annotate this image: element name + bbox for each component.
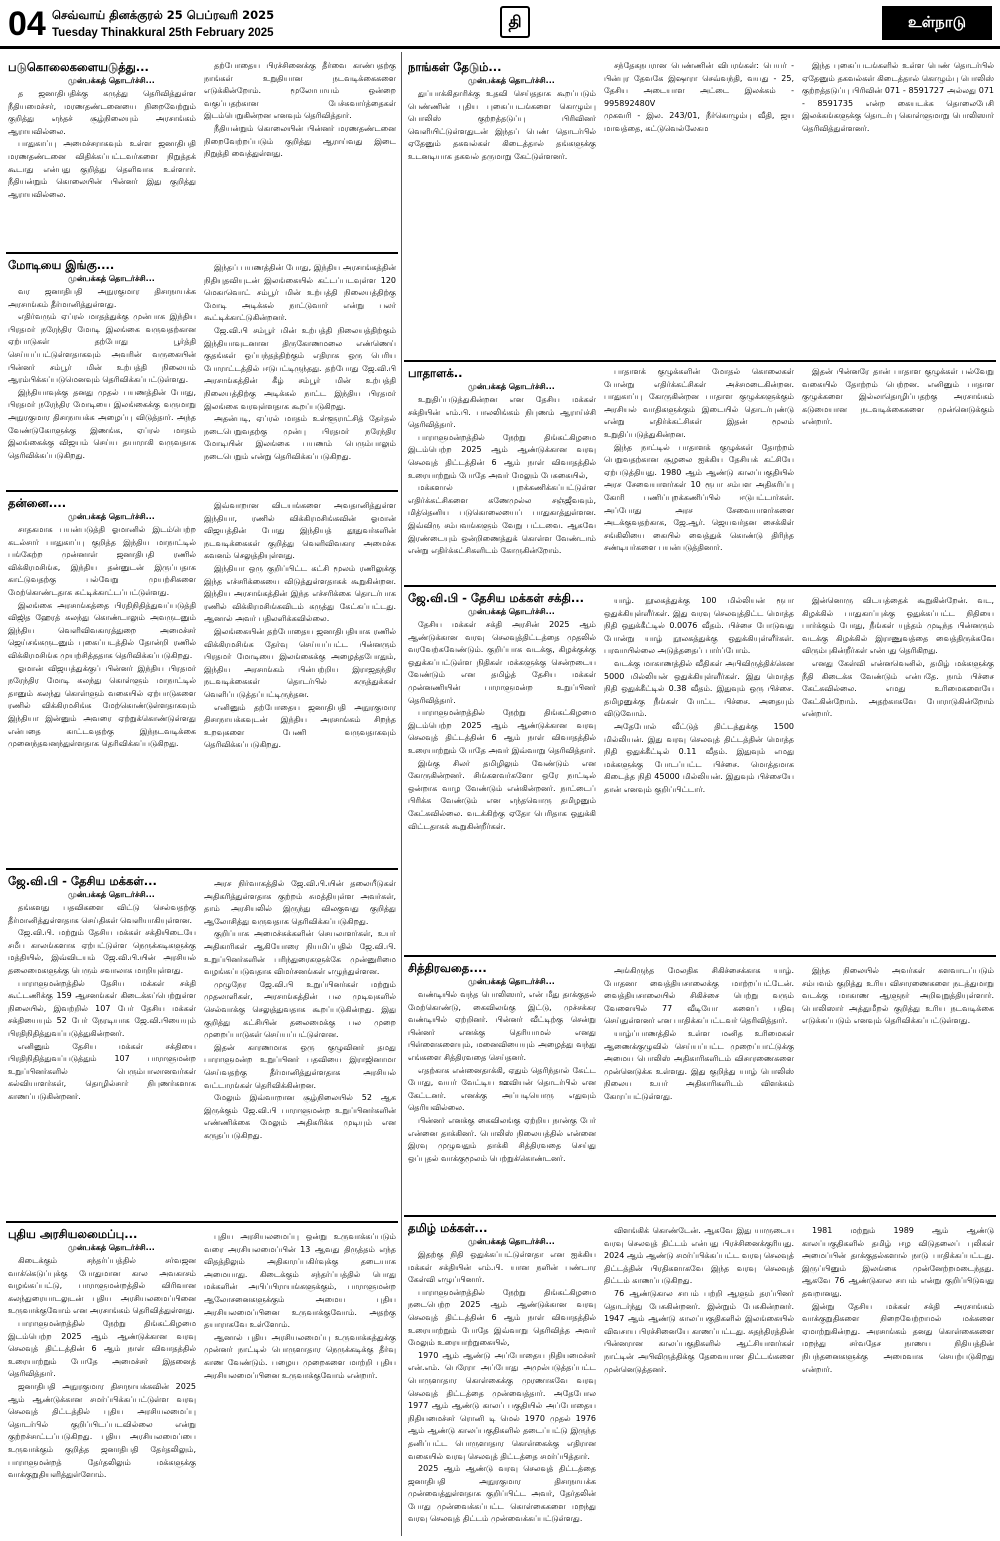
article-paragraph: பின்னர் எனக்கு கைவிலங்கு ஏற்றிய நான்கு பேர் என்னை தாக்கினர். பொலிஸ் நிலையத்தில் என்னை இரவு முழுவதும் தாக்கி சித்திரவதை செய்து ஒப்புதல் வாக்குமூலம் பெற்றுக்கொண்டனர்.: [408, 1115, 596, 1163]
article-paragraph: பாராளுமன்றத்தில் நேற்று திங்கட்கிழமை இடம்பெற்ற 2025 ஆம் ஆண்டுக்கான வரவு செலவுத் திட்டத்தின் 6 ஆம் நாள் விவாதத்தில் உரையாற்றும் போதே அமைச்சர் இதனைத் தெரிவித்தார்.: [8, 1318, 196, 1379]
article-killings: [8, 60, 196, 250]
article-paragraph: 2025 ஆம் ஆண்டு வரவு செலவுத் திட்டத்தை ஜனாதிபதி அநுரகுமார திசாநாயக்க முன்வைத்துள்ளதாக குறிப்பிட்ட அவர், தேர்தலின் போது முன்வைக்கப்பட்ட கொள்கைகளை மறந்து வரவு செலவுத் திட்டம் முன்வைக்கப்பட்டுள்ளது.: [408, 1464, 596, 1524]
article-paragraph: எனினும் தற்போதைய ஜனாதிபதி அநுரகுமார திசாநாயக்கவுடன் இந்திய அரசாங்கம் சிறந்த உறவுகளை பேணி வருவதாகவும் தெரிவிக்கப்படுகிறது.: [204, 702, 396, 750]
article-paragraph: குறிப்பாக அமைச்சுக்களின் செயலாளர்கள், உயர் அதிகாரிகள் ஆகியோரை நியமிப்பதில் ஜே.வி.பி. உறுப்பினர்களின் பரிந்துரைகளுக்கே முன்னுரிமை வழங்கப்படுவதாக விமர்சனங்கள் எழுந்துள்ளன.: [204, 929, 396, 977]
article-constitution-cont: [204, 1231, 396, 1535]
article-paragraph: தங்களது பதவிகளை விட்டு செல்வதற்கு தீர்மானித்துள்ளதாக செய்திகள் வெளியாகியுள்ளன.: [8, 903, 196, 925]
newspaper-logo: தி: [500, 6, 530, 38]
article-headline: ஜே.வி.பி - தேசிய மக்கள்...: [8, 874, 157, 888]
article-paragraph: பாராளுமன்றத்தில் தேசிய மக்கள் சக்தி கூட்டணிக்கு 159 ஆசனங்கள் கிடைக்கப்பெற்றுள்ள நிலையில், இவற்றில் 107 பேர் தேசிய மக்கள் சக்தியையும் 52 பேர் நேரடியாக ஜே.வி.பியையும் பிரதிநிதித்துவப்படுத்துகின்றனர்.: [8, 978, 196, 1038]
article-paragraph: இதன் காரணமாக ஒரு குழுவினர் தமது பாராளுமன்ற உறுப்பினர் பதவியை இராஜினாமா செய்வதற்கு தீர்மானித்துள்ளதாக அரசியல் வட்டாரங்கள் தெரிவிக்கின்றன.: [204, 1042, 396, 1090]
article-modi-cont: [204, 262, 396, 488]
article-paragraph: எனினும் தேசிய மக்கள் சக்தியை பிரதிநிதித்துவப்படுத்தும் 107 பாராளுமன்ற உறுப்பினர்களில் பெரும்பாலானவர்கள் கல்வியாளர்கள், தொழில்சார் நிபுணர்களாக காணப்படுகின்றனர்.: [8, 1041, 196, 1101]
article-torture-cont: [604, 965, 794, 1213]
article-paragraph: இன்று தேசிய மக்கள் சக்தி அரசாங்கம் வாக்குறுதிகளை நிறைவேற்றாமல் மக்களை ஏமாற்றுகின்றது. அரசாங்கம் தனது கொள்கைகளை மறந்து சர்வதேச நாணய நிதியத்தின் நிபந்தனைகளுக்கு அமைவாக செயற்படுகிறது என்றார்.: [802, 1301, 994, 1374]
article-underworld-cont: [604, 366, 794, 583]
article-paragraph: இதற்கு நிதி ஒதுக்கப்பட்டுள்ளதா என ஐக்கிய மக்கள் சக்தியின் எம்.பி. யான நளின் பண்டார கேள்வி எழுப்பினார்.: [408, 1250, 596, 1285]
article-ranil-cont: [204, 500, 396, 866]
article-paragraph: இந்த நாட்டில் பாதாளக் குழுக்கள் தோற்றம் பெறுவதற்கான சூழலை ஐக்கிய தேசியக் கட்சியே ஏற்படுத்தியது. 1980 ஆம் ஆண்டு காலப்பகுதியில் அரச சேவையாளர்கள் 10 ரூபா சம்பள அதிகரிப்பு கோரி பணிப்புறக்கணிப்பில் ஈடுபட்டார்கள். அப்போது அரச சேவையாளர்களை அடக்குவதற்காக, ஜே.ஆர். ஜெயவர்தன சைக்கிள் சங்கிலியை கையில் வைத்துக் கொண்டு திரிந்த சண்டியர்களை பயன்படுத்தினார்.: [604, 442, 794, 553]
article-paragraph: அதேபோல் வீட்டுத் திட்டத்துக்கு 1500 மில்லியன். இது வரவு செலவுத் திட்டத்தின் மொத்த நிதி ஒதுக்கீட்டில் 0.11 வீதம். இதுவும் எமது மக்களுக்கு போடப்பட்ட பிச்சை. மொத்தமாக கிடைத்த நிதி 45000 மில்லியன். இதுவும் பிச்சையே தான் எனவும் குறிப்பிட்டார்.: [604, 721, 794, 794]
divider: [404, 585, 996, 587]
article-paragraph: மக்களால் புறக்கணிக்கப்பட்டுள்ள எதிர்க்கட்சிகளை கணேமுல்ல சஞ்ஜீவவும், மித்தெனிய படுகொலையைப் பாதுகாத்துள்ளன. இவ்விரு சம்பவங்களும் வேறு பட்டவை. ஆகவே இரண்டையும் ஒன்றிணைத்துக் கொள்ள வேண்டாம் என்று எதிர்க்கட்சிகளிடம் கோருகின்றோம்.: [408, 483, 596, 556]
article-paragraph: யாழ். நூலகத்துக்கு 100 மில்லியன் ரூபா ஒதுக்கியுள்ளீர்கள். இது வரவு செலவுத்திட்ட மொத்த நிதி ஒதுக்கீட்டில் 0.0076 வீதம். பிச்சை போடுவது போன்று யாழ் நூலகத்துக்கு ஒதுக்கியுள்ளீர்கள். பரவாயில்லை அடுத்ததைப் பார்ப்போம்.: [604, 596, 794, 656]
article-paragraph: பாராளுமன்றத்தில் நேற்று திங்கட்கிழமை இடம்பெற்ற 2025 ஆம் ஆண்டுக்கான வரவு செலவுத் திட்டத்தின் 6 ஆம் நாள் விவாதத்தில் உரையாற்றும் போதே அவர் மேலும் பேசுகையில்,: [408, 432, 596, 480]
article-ranil: [8, 496, 196, 866]
page-number: 04: [8, 5, 46, 43]
article-wanted-woman-cont2: [802, 60, 994, 358]
article-headline: படுகொலைகளையடுத்து...: [8, 60, 149, 74]
article-tamil-people-cont2: [802, 1225, 994, 1535]
article-paragraph: முகவரி - இல. 243/01, நீர்கொழும்பு வீதி, ஜய மாவத்தை, கட்டுவெல்லேகம: [604, 111, 794, 133]
article-paragraph: வடக்கு மாகாணத்தில் வீதிகள் அபிவிருத்திக்கென 5000 மில்லியன் ஒதுக்கியுள்ளீர்கள். இது மொத்த நிதி ஒதுக்கீட்டில் 0.38 வீதம். இதுவும் ஒரு பிச்சை. தமிழனுக்கு நீங்கள் போட்ட பிச்சை. அதையும் விடுவோம்.: [604, 658, 794, 719]
divider: [404, 955, 996, 957]
article-paragraph: இந்தியாவுக்கு தனது முதல் பயணத்தின் போது, பிரதமர் நரேந்திர மோடியை இலங்கைக்கு வருமாறு அநுரகுமார திசாநாயக்க அழைப்பு விடுத்தார். அந்த வேண்டுகோளுக்கு இணங்க, ஏப்ரல் மாதம் இலங்கைக்கு விஜயம் செய்ய தயாராகி வருவதாக தெரிவிக்கப்படுகிறது.: [8, 387, 196, 460]
article-underworld-cont2: [802, 366, 994, 583]
article-paragraph: உறுதிப்படுத்துகின்றன என தேசிய மக்கள் சக்தியின் எம்.பி. பாலலிங்கம் நிபுணம் ஆராய்ச்சி தெரிவித்தார்.: [408, 395, 596, 430]
article-paragraph: பாதுகாப்பு அமைச்சராகவும் உள்ள ஜனாதிபதி மரணதண்டனை விதிக்கப்பட்டவர்களை நிறுத்தக் கூடாது என்பது குறித்து தெளிவாக உள்ளார். நீதியன்றும் கொலையின் பின்னர் இது குறித்து ஆராயவில்லை.: [8, 139, 196, 199]
article-paragraph: இங்கு சிலர் தமிழிலும் வேண்டும் என கோருகின்றனர். சிங்களவர்களோ ஒரே நாட்டில் ஒன்றாக வாழ வேண்டும் என்கின்றனர். நாட்டைப் பிரிக்க வேண்டும் என எந்தவொரு தமிழனும் கேட்கவில்லை. வடக்கிற்கு ஏதோ பெரிதாக ஒதுக்கி விட்டதாகக் கூறுகின்றீர்கள்.: [408, 758, 596, 831]
article-paragraph: அரச நிர்வாகத்தில் ஜே.வி.பி.யின் தலையீடுகள் அதிகரித்துள்ளதாக குற்றம் சுமத்தியுள்ள அவர்கள், தாம் அரசியலில் இருந்து விலகுவது குறித்து ஆலோசித்து வருவதாக தெரிவிக்கப்படுகிறது.: [204, 879, 396, 926]
article-paragraph: யாழ்ப்பாணத்தில் உள்ள மனித உரிமைகள் ஆணைக்குழுவில் செய்யப்பட்ட முறைப்பாட்டுக்கு அமைய பொலிஸ் அதிகாரிகளிடம் விசாரணைகளை முன்னெடுக்க உள்ளது. இது குறித்து யாழ் பொலிஸ் நிலைய உயர் அதிகாரிகளிடம் விளக்கம் கோரப்பட்டுள்ளது.: [604, 1028, 794, 1101]
article-paragraph: இன்னொரு விடயத்தைக் கூறுகின்றேன். வட, கிழக்கில் பாதுகாப்புக்கு ஒதுக்கப்பட்ட நிதியை பார்க்கும் போது, நீங்கள் யுத்தம் முடிந்த பின்னரும் வடக்கு கிழக்கில் இராணுவத்தை வைத்திருக்கவே விரும்புகின்றீர்கள் என்பது தெரிகிறது.: [802, 596, 994, 656]
byline: முன்பக்கத் தொடர்ச்சி...: [468, 1237, 555, 1246]
article-paragraph: ஜே.வி.பி. மற்றும் தேசிய மக்கள் சக்தியிடையே சமீப காலங்களாக ஏற்பட்டுள்ள நெருக்கடிகளுக்கு மத்தியில், இவ்விடயம் ஜே.வி.பி.யின் அரசியல் தலைமைகளுக்கு பெரும் சவாலாக மாறியுள்ளது.: [8, 928, 196, 975]
article-paragraph: 1970 ஆம் ஆண்டு அப்போதைய நிதியமைச்சர் என்.எம். பெரேரா அப்போது அமுல்படுத்தப்பட்ட பொருளாதார கொள்கைக்கு முரணாகவே வரவு செலவுத் திட்டத்தை முன்வைத்தார். அதேபோல 1977 ஆம் ஆண்டு காலப் பகுதியில் அப்போதைய நிதியமைச்சர் ரொனி டி மெல் 1970 முதல் 1976 ஆம் ஆண்டு காலப்பகுதிகளில் தடைப்பட்டு இருந்த தனிப்பட்ட பொருளாதார கொள்கைக்கு எதிரான வகையில் வரவு செலவுத் திட்டத்தை சமர்ப்பித்தார்.: [408, 1350, 596, 1461]
article-paragraph: இந்த புகைப்படங்களில் உள்ள பெண் தொடர்பில் ஏதேனும் தகவல்கள் கிடைத்தால் கொழும்பு பொலிஸ் குற்றத்தடுப்பு பிரிவின் 071 - 8591727 அல்லது 071 - 8591735 என்ற கையடக்க தொலைபேசி இலக்கங்களுக்கு தொடர்பு கொள்ளுமாறு பொலிஸார் தெரிவித்துள்ளனர்.: [802, 61, 994, 133]
byline: முன்பக்கத் தொடர்ச்சி...: [468, 977, 555, 986]
divider: [6, 252, 398, 254]
article-paragraph: வர ஜனாதிபதி அநுரகுமார திசாநாயக்க அரசாங்கம் தீர்மானித்துள்ளது.: [8, 287, 196, 309]
byline: முன்பக்கத் தொடர்ச்சி...: [68, 274, 155, 283]
article-constitution: [8, 1227, 196, 1535]
article-headline: சித்திரவதை....: [408, 961, 487, 975]
divider: [6, 1221, 398, 1223]
article-headline: மோடியை இங்கு....: [8, 258, 115, 272]
article-paragraph: கிடைக்கும் சந்தர்ப்பத்தில் சர்வஜன வாக்கெடுப்புக்கு போதுமான கால அவகாசம் வழங்கப்பட்டு, பாராளுமன்றத்தில் விரிவான கலந்துரையாடலுடன் புதிய அரசியலமைப்பினை உருவாக்குவோம் என அரசாங்கம் தெரிவித்துள்ளது.: [8, 1256, 196, 1316]
article-paragraph: துப்பாக்கிதாரிக்கு உதவி செய்ததாக கூறப்படும் பெண்ணின் புதிய புகைப்படங்களை கொழும்பு பொலிஸ் குற்றத்தடுப்பு பிரிவினர் வெளியிட்டுள்ளதுடன் இந்தப் பெண் தொடர்பில் ஏதேனும் தகவல்கள் கிடைத்தால் தங்களுக்கு உடனடியாக தகவல் தருமாறு கேட்டுள்ளனர்.: [408, 89, 596, 161]
article-paragraph: ஜே.வி.பி சம்பூர் மின் உற்பத்தி நிலையத்திற்கும் இந்தியாவுடனான திருகோணமலை எண்ணெய் குதங்கள் ஒப்பந்தத்திற்கும் எதிராக ஒரு பெரிய போராட்டத்தில் ஈடுபட்டிருந்தது. தற்போது ஜே.வி.பி அரசாங்கத்தின் கீழ் சம்பூர் மின் உற்பத்தி நிலையத்திற்கு அடிக்கல் நாட்ட இந்திய பிரதமர் இலங்கை வரவுள்ளதாக கூறப்படுகிறது.: [204, 325, 396, 411]
article-paragraph: பாராளுமன்றத்தில் நேற்று திங்கட்கிழமை நடைபெற்ற 2025 ஆம் ஆண்டுக்கான வரவு செலவுத் திட்டத்தின் 6 ஆம் நாள் விவாதத்தில் உரையாற்றும் போதே இவ்வாறு தெரிவித்த அவர் மேலும் உரையாற்றுகையில்,: [408, 1287, 596, 1348]
article-jvp-npp: [8, 874, 196, 1219]
column-rule: [401, 52, 402, 1536]
article-headline: புதிய அரசியலமைப்பு...: [8, 1227, 138, 1241]
date-tamil: செவ்வாய் தினக்குரல் 25 பெப்ரவரி 2025: [52, 8, 275, 22]
article-wanted-woman-cont: [604, 60, 794, 358]
section-title: உள்நாடு: [882, 6, 992, 40]
byline: முன்பக்கத் தொடர்ச்சி...: [468, 76, 555, 85]
article-paragraph: சந்தேகநபரான பெண்ணின் விபரங்கள்: பெயர் - பின்புர தேவகே இஷாரா செவ்வந்தி, வயது - 25, தேசிய அடையாள அட்டை இலக்கம் - 995892480V: [604, 61, 794, 108]
article-jvp-npp-budget-cont2: [802, 595, 994, 953]
article-torture: [408, 961, 596, 1213]
article-paragraph: வண்டியில் வந்த பொலிஸார், என் மீது தாக்குதல் மேற்கொண்டு, கைவிலங்கு இட்டு, முச்சக்கர வண்டியில் ஏற்றினர். பின்னர் வீட்டிற்கு சென்று பின்னர் எனக்கு தெரியாமல் எனது பிள்ளைகளையும், மனைவியையும் அழைத்து வந்து எங்களை சித்திரவதை செய்தனர்.: [408, 990, 596, 1062]
article-killings-cont: [204, 60, 396, 250]
article-jvp-npp-cont: [204, 878, 396, 1219]
divider: [6, 490, 398, 492]
article-underworld: [408, 366, 596, 583]
article-paragraph: இலங்கையின் தற்போதைய ஜனாதிபதியாக ரணில் விக்கிரமசிங்க தேர்வு செய்யப்பட்ட பின்னரும் பிரதமர் மோடியை இலங்கைக்கு அழைத்தபோதும், இந்திய அரசாங்கம் பின்பற்றிய இராஜதந்திர நடவடிக்கைகள் தொடர்பில் கருத்துக்கள் வெளிப்படுத்தப்பட்டிருந்தன.: [204, 626, 396, 699]
article-paragraph: 1981 மற்றும் 1989 ஆம் ஆண்டு காலப்பகுதிகளில் தமிழ் ஈழ விடுதலைப் புலிகள் அமைப்பின் தாக்குதல்களால் நாடு பாதிக்கப்பட்டது. இருப்பினும் இலங்கை முன்னேற்றமடைந்தது. ஆகவே 76 ஆண்டுகால சாபம் என்று குறிப்பிடுவது தவறானது.: [802, 1226, 994, 1298]
article-paragraph: அதன்படி, ஏப்ரல் மாதம் உள்ளூராட்சித் தேர்தல் நடைபெறுவதற்கு முன்பு பிரதமர் நரேந்திர மோடியின் இலங்கை பயணம் பெரும்பாலும் நடைபெறும் என்று தெரிவிக்கப்படுகிறது.: [204, 414, 396, 461]
article-tamil-people-cont: [604, 1225, 794, 1535]
date-english: Tuesday Thinakkural 25th February 2025: [52, 27, 274, 39]
byline: முன்பக்கத் தொடர்ச்சி...: [468, 607, 555, 616]
divider: [404, 360, 996, 362]
article-paragraph: அங்கிருந்த மேலதிக சிகிச்சைக்காக யாழ். போதனா வைத்தியசாலைக்கு மாற்றப்பட்டேன். வைத்தியசாலையில் சிகிச்சை பெற்று வரும் வேளையில் 77 வீடியோ களைப் பதிவு செய்துள்ளனர் என பாதிக்கப்பட்டவர் தெரிவித்தார்.: [604, 966, 794, 1026]
article-headline: பாதாளக்..: [408, 366, 463, 380]
article-paragraph: தற்போதைய பிரச்சினைக்கு தீர்வை காண்பதற்கு நாங்கள் உறுதியான நடவடிக்கைகளை எடுக்கின்றோம். மூலோபாயம் ஒன்றை வகுப்பதற்கான பேச்சுவார்த்தைகள் இடம்பெறுகின்றன எனவும் தெரிவித்தார்.: [204, 61, 396, 121]
article-paragraph: ஓமான் விஜயத்துக்குப் பின்னர் இந்திய பிரதமர் நரேந்திர மோடி கலந்து கொள்ளும் மாநாட்டில் தானும் கலந்து கொள்ளும் வகையில் ஏற்பாடுகளை ரணில் விக்கிரமசிங்க மேற்கொண்டுள்ளதாகவும் இந்தியா இன்னும் அவரை ஏற்றுக்கொண்டுள்ளது என்பதை காட்டவதற்கு இந்நடவடிக்கை முனைந்தவனந்துள்ளதாக தெரிவிக்கப்படுகிறது.: [8, 663, 196, 749]
article-headline: நாங்கள் தேடும்...: [408, 60, 502, 74]
article-paragraph: எனது கேள்வி என்னவெனில், தமிழ் மக்களுக்கு நீதி கிடைக்க வேண்டும் என்பதே. நாம் பிச்சை கேட்கவில்லை. எமது உரிமைகளையே கேட்கின்றோம். அதற்காகவே போராடுகின்றோம் என்றார்.: [802, 658, 994, 719]
article-paragraph: இந்தியா ஒரு குறிப்பிட்ட கட்சி மூலம் ரணிலுக்கு இந்த எச்சரிக்கையை விடுத்துள்ளதாகக் கூறுகின்றன. இந்திய அரசாங்கத்தின் இந்த எச்சரிக்கை தொடர்பாக ரணில் விக்கிரமசிங்கவிடம் கருத்து கேட்கப்பட்டது. ஆனால் அவர் பதிலளிக்கவில்லை.: [204, 563, 396, 624]
article-paragraph: நீதியன்றும் கொலையின் பின்னர் மரணதண்டனை நிறைவேற்றப்படும் குறித்து ஆராய்வது இடை நிறுத்தி வைத்துள்ளது.: [204, 123, 396, 159]
byline: முன்பக்கத் தொடர்ச்சி...: [68, 890, 155, 899]
divider: [6, 868, 398, 870]
divider: [404, 1215, 996, 1217]
article-paragraph: இந்தப் பயணத்தின் போது, இந்திய அரசாங்கத்தின் நிதியுதவியுடன் இலங்கையில் கட்டப்படவுள்ள 120 மெகாவொட் சம்பூர் மின் உற்பத்தி நிலையத்திற்கு மோடி அடிக்கல் நாட்டுவார் என்று பலர் கூட்டிக்காட்டுகின்றனர்.: [204, 263, 396, 323]
article-torture-cont2: [802, 965, 994, 1213]
article-paragraph: எதிர்வரும் ஏப்ரல் மாதத்துக்கு முன்பாக இந்திய பிரதமர் நரேந்திர மோடி இலங்கை வருவதற்கான ஏற்பாடுகள் தற்போது பூர்த்தி செய்யப்பட்டுள்ளதாகவும் அவரின் வருகையின் பின்னர் சம்பூர் மின் உற்பத்தி நிலையம் ஆரம்பிக்கப்படுமெனவும் தெரிவிக்கப்பட்டுள்ளது.: [8, 312, 196, 385]
article-paragraph: பாராளுமன்றத்தில் நேற்று திங்கட்கிழமை இடம்பெற்ற 2025 ஆம் ஆண்டுக்கான வரவு செலவுத் திட்டத்தின் 6 ஆம் நாள் விவாதத்தில் உரையாற்றும் போதே அவர் இவ்வாறு தெரிவித்தார்.: [408, 708, 596, 755]
article-modi: [8, 258, 196, 488]
article-paragraph: பாதாளக் குழுக்களின் மோதல் கொலைகள் போன்று எதிர்க்கட்சிகள் அச்சமடைகின்றன. பாதுகாப்பு கோருகின்றன பாதாள குழுக்களுக்கும் அரசியல் வாதிகளுக்கும் இடையில் தொடர்புண்டு என்று எதிர்க்கட்சிகள் இதன் மூலம் உறுதிப்படுத்துகின்றன.: [604, 367, 794, 439]
article-paragraph: த ஜனாதிபதிக்கு கருத்து தெரிவித்துள்ள நீதியமைச்சர், மரணதண்டனையை நிறைவேற்றும் குறித்து எந்தச் சூழ்நிலையும் அரசாங்கம் ஆராயவில்லை.: [8, 89, 196, 136]
article-headline: தமிழ் மக்கள்...: [408, 1221, 488, 1235]
byline: முன்பக்கத் தொடர்ச்சி...: [468, 382, 555, 391]
article-paragraph: முழுநேர ஜே.வி.பி உறுப்பினர்கள் மற்றும் முதலாளிகள், அரசாங்கத்தின் பல முடிவுகளில் செல்வாக்கு செலுத்துவதாக கூறப்படுகின்றது. இது குறித்து கட்சியின் தலைமைக்கு பல முறை முறைப்பாடுகள் செய்யப்பட்டுள்ளன.: [204, 979, 396, 1040]
article-paragraph: இலங்கை அரசாங்கத்தை பிரதிநிதித்துவப்படுத்தி விஜித ஹேரத் கலந்து கொண்டாலும் அவருடனும் இந்திய வெளிவிவகாரத்துறை அமைச்சர் ஜெய்சங்கருடனும் புகைப்படத்தில் தோன்றி ரணில் விக்கிரமசிங்க முயற்சித்ததாக தெரிவிக்கப்படுகிறது.: [8, 600, 196, 660]
article-wanted-woman: [408, 60, 596, 358]
article-headline: தன்னை....: [8, 496, 67, 510]
article-jvp-npp-budget-cont: [604, 595, 794, 953]
header-rule: [0, 46, 1000, 49]
article-paragraph: ஜனாதிபதி அநுரகுமார திசாநாயக்கவின் 2025 ஆம் ஆண்டுக்கான சமர்ப்பிக்கப்பட்டுள்ள வரவு செலவுத் திட்டத்தில் புதிய அரசியலமைப்பு தொடர்பில் குறிப்பிடப்படவில்லை என்று குற்றச்சாட்டப்படுகிறது. புதிய அரசியலமைப்பை உருவாக்கும் குறித்த ஜனாதிபதி தேர்தலிலும், பாராளுமன்றத் தேர்தலிலும் மக்களுக்கு வாக்குறுதியளித்துள்ளோம்.: [8, 1381, 196, 1480]
byline: முன்பக்கத் தொடர்ச்சி...: [68, 76, 155, 85]
article-paragraph: தேசிய மக்கள் சக்தி அரசின் 2025 ஆம் ஆண்டுக்கான வரவு செலவுத்திட்டத்தை முதலில் வரவேற்கவேண்டும். குறிப்பாக வடக்கு, கிழக்குக்கு ஒதுக்கப்பட்டுள்ள நிதிகள் மக்களுக்கு சென்றடைய வேண்டும் என தமிழ்த் தேசிய மக்கள் முன்னணியின் பாராளுமன்ற உறுப்பினர் தெரிவித்தார்.: [408, 620, 596, 705]
article-paragraph: எதற்காக என்னைதாக்கி, ஏதும் தெரிந்தால் கேட்ட போது, வயர் வேட்டிய ஊவியன் தொடர்பில் என கேட்டனர். எனக்கு அப்படியொரு எதுவும் தெரியவில்லை.: [408, 1065, 596, 1113]
article-tamil-people: [408, 1221, 596, 1535]
article-paragraph: விளங்கிக் கொண்டேன். ஆகவே இது யாருடைய வரவு செலவுத் திட்டம் என்பது பிரச்சினைக்குரியது. 2024 ஆம் ஆண்டு சமர்ப்பிக்கப்பட்ட வரவு செலவுத் திட்டத்தின் பிரதிகளாகவே இந்த வரவு செலவுத் திட்டம் காணப்படுகிறது.: [604, 1226, 794, 1286]
article-paragraph: புதிய அரசியலமைப்பு ஒன்று உருவாக்கப்படும் வரை அரசியலமைப்பின் 13 ஆவது திருத்தம் எந்த விதத்திலும் அதிகாரப்பகிர்வுக்கு தடையாக அமையாது. கிடைக்கும் சந்தர்ப்பத்தில் பொது மக்களின் அபிப்பிராயங்களுக்கும், பாராளுமன்ற ஆலோசனைகளுக்கும் அமைய புதிய அரசியலமைப்பினை உருவாக்குவோம். அதற்கு தயாராகவே உள்ளோம்.: [204, 1232, 396, 1330]
article-paragraph: மேலும் இவ்வாறான சூழ்நிலையில் 52 ஆக இருக்கும் ஜே.வி.பி பாராளுமன்ற உறுப்பினர்களின் எண்ணிக்கை மேலும் அதிகரிக்க முடியும் என கருதப்படுகிறது.: [204, 1093, 396, 1140]
article-paragraph: இந்த நிலையில் அவர்கள் களவாடப்படும் சம்பவம் குறித்து உரிய விசாரணைகளை நடத்துமாறு வடக்கு மாகாண ஆளுநர் அறிவுறுத்தியுள்ளார். பொலிஸார் அத்துமீறல் குறித்து உரிய நடவடிக்கை எடுக்கப்படும் எனவும் தெரிவிக்கப்பட்டுள்ளது.: [802, 966, 994, 1026]
article-jvp-npp-budget: [408, 591, 596, 953]
article-paragraph: 76 ஆண்டுகால சாபம் பற்றி ஆளும் தரப்பினர் தொடர்ந்து பேசுகின்றனர். இன்றும் பேசுகின்றனர். 1947 ஆம் ஆண்டு காலப்பகுதிகளில் இலங்கையில் விவசாய பிரச்சினையே காணப்பட்டது. சுதந்திரத்தின் பின்னரான காலப்பகுதிகளில் ஆட்சியாளர்கள் நாட்டின் அபிவிருத்திக்கு தேவையான திட்டங்களை முன்னெடுத்தனர்.: [604, 1288, 794, 1374]
article-paragraph: சாதகமாக பயன்படுத்தி ஓமானில் இடம்பெற்ற கடல்சார் பாதுகாப்பு குறித்த இந்திய மாநாட்டில் பங்கேற்ற முன்னாள் ஜனாதிபதி ரணில் விக்கிரமசிங்க, இந்திய தன்னுடன் இருப்பதாக காட்டுவதற்கு பல்வேறு முயற்சிகளை மேற்கொண்டதாக சுட்டிக்காட்டப்பட்டுள்ளது.: [8, 525, 196, 597]
article-headline: ஜே.வி.பி - தேசிய மக்கள் சக்தி...: [408, 591, 584, 605]
byline: முன்பக்கத் தொடர்ச்சி...: [68, 512, 155, 521]
article-paragraph: ஆனால் புதிய அரசியலமைப்பு உருவாக்கத்துக்கு முன்னர் நாட்டில் பொருளாதார நெருக்கடிக்கு தீர்வு காண வேண்டும். பழைய முறைகளை மாற்றி புதிய அரசியலமைப்பினை உருவாக்குவோம் என்றார்.: [204, 1332, 396, 1380]
byline: முன்பக்கத் தொடர்ச்சி...: [68, 1243, 155, 1252]
article-paragraph: இதன் பின்னரே தான் பாதாள குழுக்கள் பல்வேறு வகையில் தோற்றம் பெற்றன. எனினும் பாதாள குழுக்களை இல்லாதொழிப்பதற்கு அரசாங்கம் கடுமையான நடவடிக்கைகளை முன்னெடுக்கும் என்றார்.: [802, 367, 994, 427]
article-paragraph: இவ்வாறான விடயங்களை அவதானித்துள்ள இந்தியா, ரணில் விக்கிரமசிங்கவின் ஓமான் விஜயத்தின் போது இந்தியத் தூதுவர்களின் நடவடிக்கைகள் குறித்து வெளிவிவகார அமைச்சு கவனம் செலுத்தியுள்ளது.: [204, 501, 396, 561]
